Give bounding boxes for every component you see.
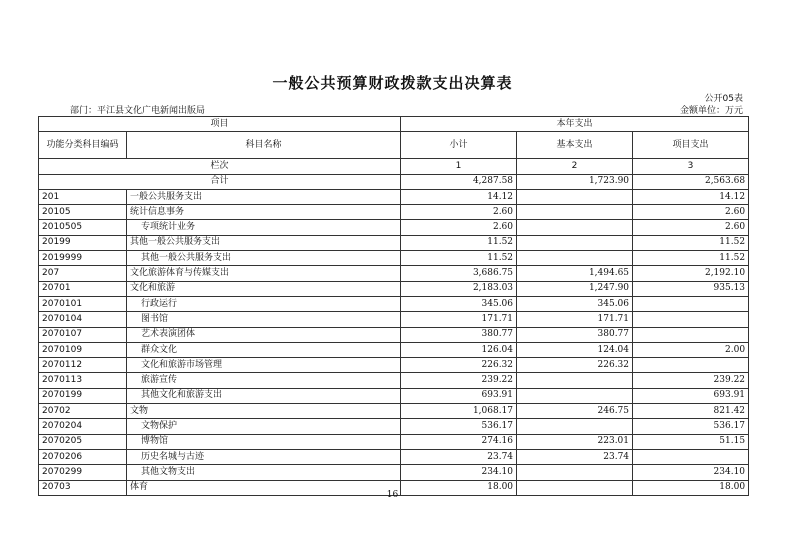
project-cell: 2.60 bbox=[633, 205, 749, 220]
func-code-cell: 20701 bbox=[39, 281, 127, 296]
subject-name-cell: 图书馆 bbox=[127, 312, 401, 327]
column-number-row bbox=[39, 159, 749, 174]
project-cell: 2.00 bbox=[633, 342, 749, 357]
project-cell bbox=[633, 358, 749, 373]
table-row bbox=[39, 312, 749, 327]
project-cell: 14.12 bbox=[633, 189, 749, 204]
subject-name-cell: 统计信息事务 bbox=[127, 205, 401, 220]
table-row bbox=[39, 205, 749, 220]
column-number-1: 1 bbox=[401, 159, 517, 174]
table-row bbox=[39, 251, 749, 266]
subject-name-cell: 文化旅游体育与传媒支出 bbox=[127, 266, 401, 281]
table-row bbox=[39, 373, 749, 388]
project-cell: 935.13 bbox=[633, 281, 749, 296]
subtotal-cell: 693.91 bbox=[401, 388, 517, 403]
basic-cell bbox=[517, 189, 633, 204]
subtotal-cell: 11.52 bbox=[401, 251, 517, 266]
subtotal-cell: 274.16 bbox=[401, 434, 517, 449]
total-row bbox=[39, 174, 749, 189]
column-number-label: 栏次 bbox=[39, 159, 401, 174]
basic-cell: 23.74 bbox=[517, 449, 633, 464]
project-cell: 693.91 bbox=[633, 388, 749, 403]
table-row bbox=[39, 404, 749, 419]
func-code-cell: 2070112 bbox=[39, 358, 127, 373]
func-code-cell: 2070113 bbox=[39, 373, 127, 388]
func-code-cell: 2070299 bbox=[39, 465, 127, 480]
unit-label: 金额单位：万元 bbox=[679, 106, 743, 116]
table-row bbox=[39, 266, 749, 281]
subtotal-cell: 3,686.75 bbox=[401, 266, 517, 281]
total-project: 2,563.68 bbox=[633, 174, 749, 189]
subtotal-cell: 14.12 bbox=[401, 189, 517, 204]
basic-cell bbox=[517, 419, 633, 434]
project-cell: 234.10 bbox=[633, 465, 749, 480]
current-year-header: 本年支出 bbox=[401, 117, 749, 132]
basic-cell: 345.06 bbox=[517, 296, 633, 311]
func-code-cell: 2070205 bbox=[39, 434, 127, 449]
func-code-cell: 2070199 bbox=[39, 388, 127, 403]
subtotal-cell: 171.71 bbox=[401, 312, 517, 327]
table-row bbox=[39, 419, 749, 434]
subtotal-cell: 1,068.17 bbox=[401, 404, 517, 419]
table-row bbox=[39, 342, 749, 357]
subtotal-cell: 23.74 bbox=[401, 449, 517, 464]
basic-cell bbox=[517, 373, 633, 388]
subject-name-cell: 文物 bbox=[127, 404, 401, 419]
project-cell: 2.60 bbox=[633, 220, 749, 235]
table-row bbox=[39, 327, 749, 342]
basic-header: 基本支出 bbox=[517, 132, 633, 159]
page-number: 16 bbox=[386, 490, 399, 500]
func-code-cell: 201 bbox=[39, 189, 127, 204]
project-cell: 51.15 bbox=[633, 434, 749, 449]
basic-cell: 1,494.65 bbox=[517, 266, 633, 281]
total-label: 合计 bbox=[39, 174, 401, 189]
project-cell: 18.00 bbox=[633, 480, 749, 495]
func-code-cell: 2070101 bbox=[39, 296, 127, 311]
project-cell bbox=[633, 327, 749, 342]
table-row bbox=[39, 434, 749, 449]
func-code-cell: 207 bbox=[39, 266, 127, 281]
subject-name-cell: 旅游宣传 bbox=[127, 373, 401, 388]
basic-cell bbox=[517, 251, 633, 266]
subject-name-cell: 文物保护 bbox=[127, 419, 401, 434]
project-cell: 2,192.10 bbox=[633, 266, 749, 281]
project-header: 项目 bbox=[39, 117, 401, 132]
subject-name-cell: 文化和旅游市场管理 bbox=[127, 358, 401, 373]
basic-cell: 1,247.90 bbox=[517, 281, 633, 296]
basic-cell bbox=[517, 205, 633, 220]
subtotal-cell: 536.17 bbox=[401, 419, 517, 434]
subtotal-cell: 2.60 bbox=[401, 220, 517, 235]
subject-name-cell: 文化和旅游 bbox=[127, 281, 401, 296]
table-row bbox=[39, 465, 749, 480]
total-subtotal: 4,287.58 bbox=[401, 174, 517, 189]
table-row bbox=[39, 281, 749, 296]
subject-name-cell: 一般公共服务支出 bbox=[127, 189, 401, 204]
subject-name-cell: 体育 bbox=[127, 480, 401, 495]
func-code-cell: 20199 bbox=[39, 235, 127, 250]
project-cell: 11.52 bbox=[633, 251, 749, 266]
basic-cell: 246.75 bbox=[517, 404, 633, 419]
project-cell bbox=[633, 449, 749, 464]
basic-cell: 223.01 bbox=[517, 434, 633, 449]
subtotal-header: 小计 bbox=[401, 132, 517, 159]
subject-name-cell: 艺术表演团体 bbox=[127, 327, 401, 342]
header-row-2 bbox=[39, 132, 749, 159]
total-basic: 1,723.90 bbox=[517, 174, 633, 189]
subtotal-cell: 234.10 bbox=[401, 465, 517, 480]
table-row bbox=[39, 388, 749, 403]
subject-name-cell: 专项统计业务 bbox=[127, 220, 401, 235]
table-number: 公开05表 bbox=[704, 94, 743, 104]
table-row bbox=[39, 220, 749, 235]
func-code-cell: 2010505 bbox=[39, 220, 127, 235]
column-number-2: 2 bbox=[517, 159, 633, 174]
subject-name-cell: 其他一般公共服务支出 bbox=[127, 235, 401, 250]
project-cell: 821.42 bbox=[633, 404, 749, 419]
subtotal-cell: 345.06 bbox=[401, 296, 517, 311]
project-cell bbox=[633, 296, 749, 311]
table-row bbox=[39, 296, 749, 311]
subject-name-cell: 群众文化 bbox=[127, 342, 401, 357]
subtotal-cell: 2.60 bbox=[401, 205, 517, 220]
basic-cell: 171.71 bbox=[517, 312, 633, 327]
subject-name-cell: 其他一般公共服务支出 bbox=[127, 251, 401, 266]
func-code-cell: 20703 bbox=[39, 480, 127, 495]
subtotal-cell: 380.77 bbox=[401, 327, 517, 342]
basic-cell bbox=[517, 465, 633, 480]
project-cell: 239.22 bbox=[633, 373, 749, 388]
basic-cell bbox=[517, 388, 633, 403]
subject-name-cell: 博物馆 bbox=[127, 434, 401, 449]
basic-cell: 380.77 bbox=[517, 327, 633, 342]
func-code-cell: 2070107 bbox=[39, 327, 127, 342]
basic-cell: 124.04 bbox=[517, 342, 633, 357]
subject-name-cell: 历史名城与古迹 bbox=[127, 449, 401, 464]
func-code-cell: 20105 bbox=[39, 205, 127, 220]
subtotal-cell: 11.52 bbox=[401, 235, 517, 250]
subject-name-cell: 行政运行 bbox=[127, 296, 401, 311]
basic-cell bbox=[517, 220, 633, 235]
func-code-cell: 2070204 bbox=[39, 419, 127, 434]
basic-cell bbox=[517, 235, 633, 250]
project-cell: 11.52 bbox=[633, 235, 749, 250]
report-title: 一般公共预算财政拨款支出决算表 bbox=[272, 74, 513, 92]
subtotal-cell: 226.32 bbox=[401, 358, 517, 373]
project-exp-header: 项目支出 bbox=[633, 132, 749, 159]
table-row bbox=[39, 358, 749, 373]
func-code-cell: 2070104 bbox=[39, 312, 127, 327]
table-row bbox=[39, 189, 749, 204]
expenditure-table bbox=[38, 116, 749, 496]
header-row-1 bbox=[39, 117, 749, 132]
subtotal-cell: 239.22 bbox=[401, 373, 517, 388]
func-code-cell: 20702 bbox=[39, 404, 127, 419]
subject-name-cell: 其他文化和旅游支出 bbox=[127, 388, 401, 403]
project-cell bbox=[633, 312, 749, 327]
department-label: 部门：平江县文化广电新闻出版局 bbox=[70, 106, 206, 116]
func-code-cell: 2019999 bbox=[39, 251, 127, 266]
subject-name-cell: 其他文物支出 bbox=[127, 465, 401, 480]
subtotal-cell: 18.00 bbox=[401, 480, 517, 495]
column-number-3: 3 bbox=[633, 159, 749, 174]
project-cell: 536.17 bbox=[633, 419, 749, 434]
subtotal-cell: 126.04 bbox=[401, 342, 517, 357]
table-row bbox=[39, 449, 749, 464]
subject-name-header: 科目名称 bbox=[127, 132, 401, 159]
func-code-header: 功能分类科目编码 bbox=[39, 132, 127, 159]
basic-cell: 226.32 bbox=[517, 358, 633, 373]
table-row bbox=[39, 235, 749, 250]
func-code-cell: 2070206 bbox=[39, 449, 127, 464]
subtotal-cell: 2,183.03 bbox=[401, 281, 517, 296]
func-code-cell: 2070109 bbox=[39, 342, 127, 357]
